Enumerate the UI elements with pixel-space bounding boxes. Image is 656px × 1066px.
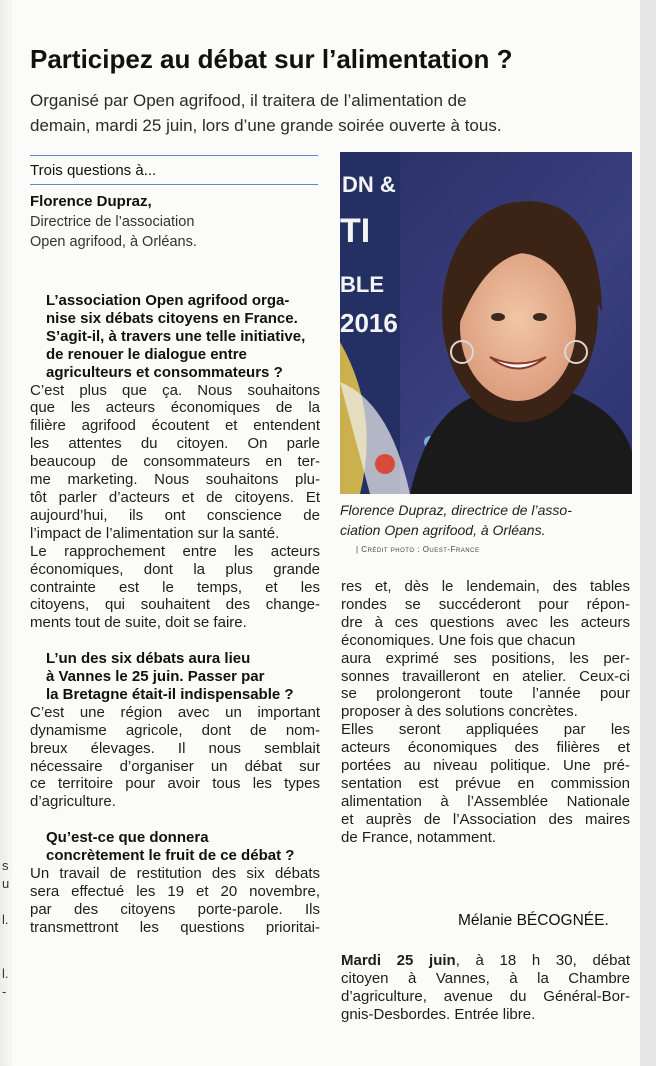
body-line: alimentation à l’Assemblée Nationale (341, 792, 630, 810)
section-rule-top (30, 155, 318, 156)
poster-text: TI (340, 212, 371, 250)
body-line: sera effectué les 19 et 20 novembre, (30, 882, 320, 900)
margin-fragment: l. (2, 912, 9, 927)
body-line: dynamisme agricole, dont de nom- (30, 721, 320, 739)
question-line: la Bretagne était-il indispensable ? (46, 685, 294, 703)
event-line: citoyen à Vannes, à la Chambre (341, 969, 630, 987)
body-line: les attentes du citoyen. On parle (30, 435, 320, 453)
right-page-margin (640, 0, 656, 1066)
body-line: acteurs économiques des filières et (341, 739, 630, 757)
lead-line: Organisé par Open agrifood, il traitera de l’alimentation de (30, 91, 467, 110)
interviewee-role-line: Directrice de l’association (30, 214, 195, 230)
body-line: ments tout de suite, doit se faire. (30, 614, 247, 632)
event-line: d’agriculture, avenue du Général-Bor- (341, 987, 630, 1005)
article-lead (30, 88, 630, 138)
question-line: nise six débats citoyens en France. (46, 309, 298, 327)
body-line: C’est plus que ça. Nous souhaitons (30, 381, 320, 399)
left-text-column (30, 292, 320, 937)
body-line: tôt parler d’acteurs et de citoyens. Et (30, 488, 320, 506)
question-line: L’association Open agrifood orga- (46, 292, 290, 309)
question-line: S’agit-il, à travers une telle initiative, (46, 327, 306, 345)
right-text-column (341, 578, 630, 847)
body-line: breux élevages. Il nous semblait (30, 739, 320, 757)
section-label: Trois questions à... (30, 162, 157, 179)
body-line: citoyens, qui souhaitent des change- (30, 596, 320, 614)
event-line (341, 952, 630, 970)
margin-fragment: u (2, 876, 10, 891)
body-line: se prolongeront toute l’année pour (341, 685, 630, 703)
body-line: beaucoup de consommateurs en ter- (30, 453, 320, 471)
body-line: proposer à des solutions concrètes. (341, 703, 578, 721)
poster-text: DN & (342, 172, 396, 197)
photo-credit: | Crédit photo : Ouest-France (356, 545, 480, 554)
body-line: me marketing. Nous souhaitons plu- (30, 471, 320, 489)
margin-fragment: l. (2, 966, 9, 981)
body-line: économiques. Une fois que chacun (341, 631, 576, 649)
question-line: concrètement le fruit de ce débat ? (46, 847, 295, 865)
body-line: de France, notamment. (341, 828, 497, 846)
body-line: aujourd’hui, ils ont conscience de (30, 506, 320, 524)
article-title: Participez au débat sur l’alimentation ? (30, 44, 513, 74)
portrait-photo (340, 152, 632, 494)
photo-caption (340, 500, 640, 540)
lead-line: demain, mardi 25 juin, lors d’une grande soirée ouverte à tous. (30, 116, 502, 135)
caption-line: Florence Dupraz, directrice de l’asso- (340, 502, 572, 518)
interviewee-role-line: Open agrifood, à Orléans. (30, 234, 197, 250)
body-line: contrainte est le temps, et les (30, 578, 320, 596)
event-info (341, 952, 630, 1024)
section-rule-bottom (30, 184, 318, 185)
margin-fragment: s (2, 858, 9, 873)
body-line: portées au niveau politique. Une pré- (341, 757, 630, 775)
body-line: aura exprimé ses positions, les per- (341, 649, 630, 667)
body-line (30, 811, 320, 829)
interviewee-role (30, 212, 197, 252)
body-line: sonnes travailleront en atelier. Ceux-ci (341, 667, 630, 685)
body-line: ce territoire pour avoir tous les types (30, 775, 320, 793)
poster-text: 2016 (340, 308, 398, 338)
interviewee-name: Florence Dupraz, (30, 193, 152, 210)
question-line: à Vannes le 25 juin. Passer par (46, 668, 265, 686)
body-line: et auprès de l’Association des maires (341, 810, 630, 828)
question-line: agriculteurs et consommateurs ? (46, 363, 283, 381)
poster-text: BLE (340, 272, 384, 297)
left-page-margin (0, 0, 12, 1066)
body-line: nécessaire d’organiser un débat sur (30, 757, 320, 775)
body-line: que les acteurs économiques de la (30, 399, 320, 417)
body-line: Un travail de restitution des six débats (30, 864, 320, 882)
body-line: Elles seront appliquées par les (341, 721, 630, 739)
event-line: gnis-Desbordes. Entrée libre. (341, 1005, 536, 1023)
question-line: Qu’est-ce que donnera (46, 829, 209, 847)
body-line: rondes se succéderont pour répon- (341, 595, 630, 613)
author-signature: Mélanie BÉCOGNÉE. (458, 912, 609, 929)
body-line: transmettront les questions prioritai- (30, 918, 320, 936)
margin-fragment: - (2, 984, 7, 999)
portrait-illustration (340, 152, 632, 494)
body-line: par des citoyens porte-parole. Ils (30, 900, 320, 918)
question-line: L’un des six débats aura lieu (46, 650, 251, 668)
body-line: res et, dès le lendemain, des tables (341, 578, 630, 595)
question-line: de renouer le dialogue entre (46, 345, 247, 363)
body-line: sentation est prévue en commission (341, 774, 630, 792)
body-line: l’impact de l’alimentation sur la santé. (30, 524, 280, 542)
body-line: filière agrifood écoutent et entendent (30, 417, 320, 435)
event-date: Mardi 25 juin (341, 952, 456, 969)
body-line: d’agriculture. (30, 793, 116, 811)
event-line-text: , à 18 h 30, débat (455, 952, 630, 969)
body-line: C’est une région avec un important (30, 703, 320, 721)
body-line (30, 632, 320, 650)
body-line: dre à ces questions avec les acteurs (341, 613, 630, 631)
caption-line: ciation Open agrifood, à Orléans. (340, 522, 546, 538)
body-line: économiques, dont la plus grande (30, 560, 320, 578)
body-line: Le rapprochement entre les acteurs (30, 542, 320, 560)
